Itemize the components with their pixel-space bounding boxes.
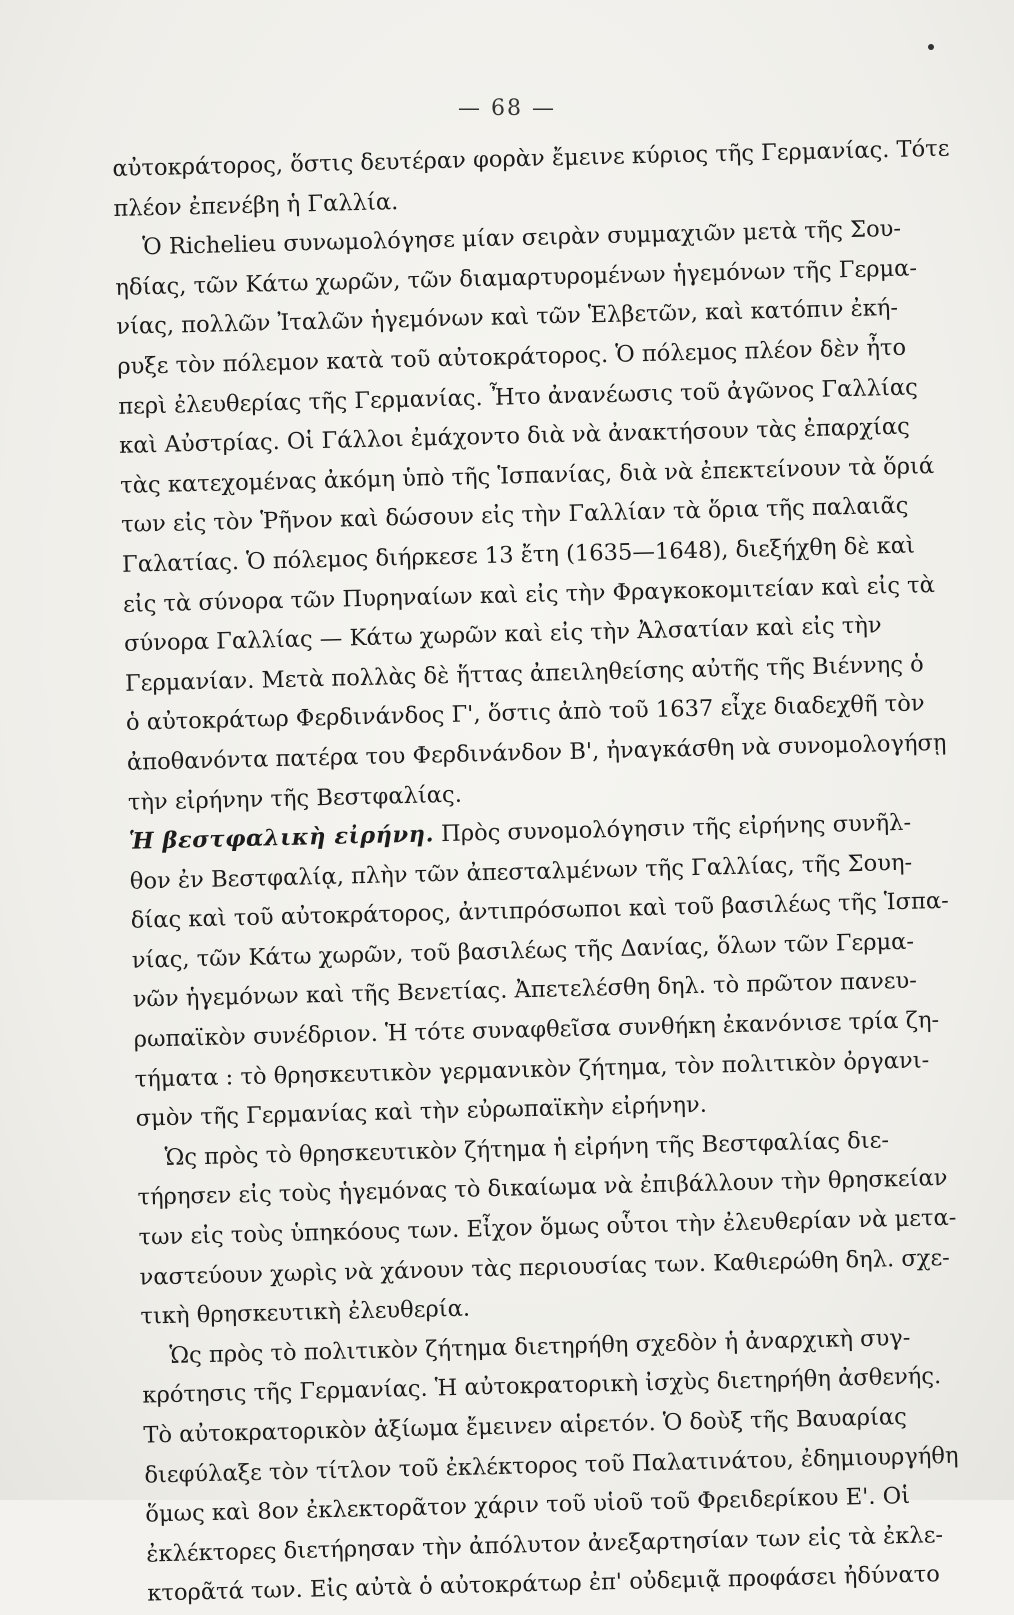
text-line: αὐτοκράτορος, ὅστις δευτέραν φορὰν ἔμεινε κύριος τῆς Γερμανίας. Τότε (112, 135, 950, 182)
text-line: τήρησεν εἰς τοὺς ἡγεμόνας τὸ δικαίωμα νὰ ἐπιβάλλουν τὴν θρησκείαν (137, 1165, 948, 1212)
text-line: Γαλατίας. Ὁ πόλεμος διήρκεσε 13 ἔτη (1635—1648), διεξήχθη δὲ καὶ (121, 532, 916, 578)
text-line: Ὁ Richelieu συνωμολόγησε μίαν σειρὰν συμμαχιῶν μετὰ τῆς Σου- (142, 215, 902, 261)
page-number: — 68 — (458, 96, 556, 121)
text-line: νῶν ἡγεμόνων καὶ τῆς Βενετίας. Ἀπετελέσθη δηλ. τὸ πρῶτον πανευ- (132, 968, 918, 1014)
text-line: σμὸν τῆς Γερμανίας καὶ τὴν εὐρωπαϊκὴν εἰρήνην. (135, 1092, 708, 1132)
text-line: Ὡς πρὸς τὸ πολιτικὸν ζήτημα διετηρήθη σχεδὸν ἡ ἀναρχικὴ συγ- (169, 1324, 911, 1369)
paragraph (136, 1119, 997, 1338)
text-line: ρωπαϊκὸν συνέδριον. Ἡ τότε συναφθεῖσα συνθήκη ἐκανόνισε τρία ζη- (133, 1007, 940, 1053)
text-line-rest: Πρὸς συνομολόγησιν τῆς εἰρήνης συνῆλ- (433, 809, 912, 848)
text-line: σύνορα Γαλλίας — Κάτω χωρῶν καὶ εἰς τὴν Ἀλσατίαν καὶ εἰς τὴν (123, 612, 882, 657)
text-line: ρυξε τὸν πόλεμον κατὰ τοῦ αὐτοκράτορος. Ὁ πόλεμος πλέον δὲν ἦτο (116, 334, 907, 380)
body-text (112, 129, 1004, 1614)
ink-dot (928, 44, 934, 50)
text-line: τήματα : τὸ θρησκευτικὸν γερμανικὸν ζήτημα, τὸν πολιτικὸν ὀργανι- (134, 1046, 930, 1093)
section-title: Ἡ βεστφαλικὴ εἰρήνη. (128, 821, 435, 855)
text-line: Τὸ αὐτοκρατορικὸν ἀξίωμα ἔμεινεν αἱρετόν. Ὁ δοὺξ τῆς Βαυαρίας (143, 1403, 908, 1449)
text-line: δίας καὶ τοῦ αὐτοκράτορος, ἀντιπρόσωποι καὶ τοῦ βασιλέως τῆς Ἱσπα- (130, 888, 950, 935)
text-line: τικὴ θρησκευτικὴ ἐλευθερία. (140, 1295, 471, 1330)
text-line: διεφύλαξε τὸν τίτλον τοῦ ἐκλέκτορος τοῦ Παλατινάτου, ἐδημιουργήθη (144, 1442, 959, 1489)
paragraph (141, 1317, 1004, 1615)
text-line: νίας, τῶν Κάτω χωρῶν, τοῦ βασιλέως τῆς Δανίας, ὅλων τῶν Γερμα- (131, 928, 915, 974)
text-line: Ὡς πρὸς τὸ θρησκευτικὸν ζήτημα ἡ εἰρήνη τῆς Βεστφαλίας διε- (164, 1127, 890, 1171)
text-line: ἐκλέκτορες διετήρησαν τὴν ἀπόλυτον ἀνεξαρτησίαν των εἰς τὰ ἐκλε- (146, 1521, 944, 1568)
text-line: εἰς τὰ σύνορα τῶν Πυρηναίων καὶ εἰς τὴν Φραγκοκομιτείαν καὶ εἰς τὰ (122, 571, 936, 618)
text-line: Γερμανίαν. Μετὰ πολλὰς δὲ ἥττας ἀπειληθείσης αὐτῆς τῆς Βιέννης ὁ (124, 651, 925, 697)
text-line: πλέον ἐπενέβη ἡ Γαλλία. (113, 188, 399, 222)
text-line: ὅμως καὶ 8ον ἐκλεκτορᾶτον χάριν τοῦ υἱοῦ τοῦ Φρειδερίκου Ε'. Οἱ (145, 1483, 911, 1528)
text-line: κτορᾶτά των. Εἰς αὐτὰ ὁ αὐτοκράτωρ ἐπ' οὐδεμιᾷ προφάσει ἠδύνατο (146, 1561, 941, 1607)
text-line: ἀποθανόντα πατέρα του Φερδινάνδον Β', ἠναγκάσθη νὰ συνομολογήσῃ (126, 729, 947, 776)
text-line: κρότησις τῆς Γερμανίας. Ἡ αὐτοκρατορικὴ ἰσχὺς διετηρήθη ἀσθενής. (142, 1363, 942, 1410)
text-line: των εἰς τοὺς ὑπηκόους των. Εἶχον ὅμως οὗτοι τὴν ἐλευθερίαν νὰ μετα- (138, 1204, 957, 1251)
paragraph (114, 208, 984, 823)
text-line: τὰς κατεχομένας ἀκόμη ὑπὸ τῆς Ἱσπανίας, διὰ νὰ ἐπεκτείνουν τὰ ὅριά (119, 452, 935, 499)
text-line: τὴν εἰρήνην τῆς Βεστφαλίας. (127, 781, 463, 816)
text-line: ηδίας, τῶν Κάτω χωρῶν, τῶν διαμαρτυρομένων ἡγεμόνων τῆς Γερμα- (115, 255, 918, 301)
text-line: νίας, πολλῶν Ἰταλῶν ἡγεμόνων καὶ τῶν Ἑλβετῶν, καὶ κατόπιν ἐκή- (116, 295, 899, 341)
text-line: ὁ αὐτοκράτωρ Φερδινάνδος Γ', ὅστις ἀπὸ τοῦ 1637 εἶχε διαδεχθῆ τὸν (125, 690, 925, 737)
text-line: των εἰς τὸν Ῥῆνον καὶ δώσουν εἰς τὴν Γαλλίαν τὰ ὅρια τῆς παλαιᾶς (120, 492, 909, 539)
text-line: περὶ ἐλευθερίας τῆς Γερμανίας. Ἦτο ἀνανέωσις τοῦ ἀγῶνος Γαλλίας (117, 373, 919, 420)
text-line: ναστεύουν χωρὶς νὰ χάνουν τὰς περιουσίας των. Καθιερώθη δηλ. σχε- (139, 1244, 951, 1291)
paragraph (128, 802, 991, 1140)
text-line: θον ἐν Βεστφαλίᾳ, πλὴν τῶν ἀπεσταλμένων τῆς Γαλλίας, τῆς Σουη- (129, 849, 913, 895)
text-line: καὶ Αὐστρίας. Οἱ Γάλλοι ἐμάχοντο διὰ νὰ ἀνακτήσουν τὰς ἐπαρχίας (118, 413, 911, 460)
